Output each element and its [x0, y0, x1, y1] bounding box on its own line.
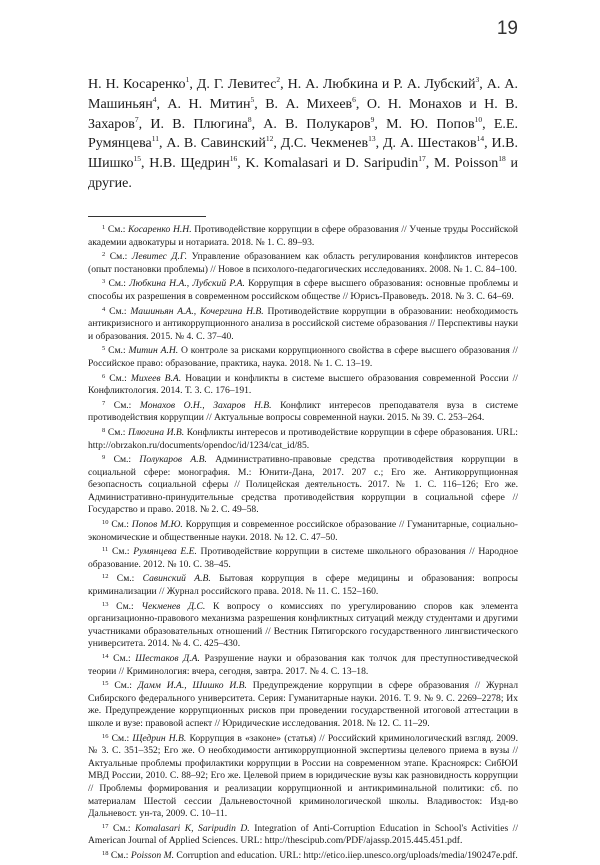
- footnote-author: Савинский А.В.: [142, 573, 211, 585]
- footnote: [88, 653, 518, 678]
- footnote: [88, 224, 518, 249]
- footnote-text: Административно-правовые средства противодействия коррупции в социальной сфере: монография. М.: Юнити-Дана, 2017. 207 с.; Его же. Антикоррупционная безопасность социальной сферы // Полицейская деятельность. 2017. № 1. С. 116–126; Его же. Административно-принудительные средства противодействия коррупции в социальной сфере // Государство и право. 2018. № 2. С. 49–58.: [88, 454, 518, 516]
- footnote-author: Митин А.Н.: [128, 345, 179, 357]
- footnote-ref: 12: [265, 134, 274, 144]
- footnote-author: Poisson M.: [130, 849, 175, 861]
- footnote: [88, 519, 518, 544]
- footnote-author: Михеев В.А.: [130, 372, 182, 384]
- footnote-ref: 16: [229, 154, 238, 164]
- footnote-prefix: См.:: [108, 573, 143, 585]
- footnote-author: Любкина Н.А., Лубский Р.А.: [129, 278, 245, 290]
- footnote-number: 16: [102, 732, 109, 740]
- footnote-number: 9: [102, 454, 106, 462]
- main-text-run: , А. В. Савинский: [158, 136, 266, 152]
- footnote-ref: 9: [370, 114, 375, 124]
- footnote: [88, 454, 518, 517]
- footnote: [88, 680, 518, 730]
- footnote-text: Коррупция в «законе» (статья) // Российский криминологический взгляд. 2009. № 3. С. 351–352; Его же. О необходимости антикоррупционной экспертизы целевого приема в вузы // Актуальные проблемы профилактики коррупции в России на современном этапе. Красноярск: СибЮИ МВД России, 2010. С. 88–92; Его же. Целевой прием в юридические вузы как разновидность коррупции // Проблемы формирования и реализации коррупционной и антикриминальной политики: сб. по материалам Шестой сессии Дальневосточной криминологической школы. Владивосток: Изд-во Дальневост. ун-та, 2009. С. 10–11.: [88, 732, 518, 820]
- main-text-run: , Д.С. Чекменев: [273, 136, 369, 152]
- footnote: [88, 400, 518, 425]
- footnote-number: 14: [102, 653, 109, 660]
- footnote-prefix: См.:: [105, 454, 140, 466]
- footnote-prefix: См.:: [105, 251, 132, 263]
- main-text-paragraph: [88, 75, 518, 194]
- footnote-text: О контроле за рисками коррупционного свойства в сфере высшего образования // Российское право: образование, практика, наука. 2018. № 1. С. 13–19.: [88, 345, 518, 369]
- footnote-number: 11: [102, 546, 109, 554]
- main-text-run: , В. А. Михеев: [254, 96, 353, 112]
- main-text-run: , М. Ю. Попов: [374, 116, 475, 132]
- footnote-author: Щедрин Н.В.: [132, 732, 187, 744]
- footnote-prefix: См.:: [108, 680, 138, 692]
- footnote-author: Дамм И.А., Шишко И.В.: [137, 680, 247, 692]
- footnote-number: 7: [102, 399, 106, 407]
- footnote-text: Конфликты интересов и противодействие коррупции в сфере образования. URL: http://obrzakon.ru/documents/opendoc/id/1234/cat_id/85.: [88, 426, 518, 451]
- footnote-text: Коррупция и современное российское образование // Гуманитарные, социально-экономические и общественные науки. 2018. № 12. С. 47–50.: [88, 519, 518, 543]
- footnote: [88, 278, 518, 303]
- footnote-number: 10: [102, 519, 109, 527]
- footnote-ref: 14: [476, 134, 485, 144]
- footnote-ref: 13: [368, 134, 376, 144]
- main-text-run: , M. Poisson: [425, 156, 499, 172]
- footnote-text: Коррупция в сфере высшего образования: основные проблемы и способы их разрешения в современном российском обществе // Юрисъ-Правоведъ. 2018. № 3. С. 64–69.: [88, 278, 518, 302]
- footnote-text: Corruption and education. URL: http://etico.iiep.unesco.org/uploads/media/190247e.pdf.: [174, 849, 518, 861]
- footnote-text: Разрушение науки и образования как толчок для преступностиведческой теории // Криминология: вчера, сегодня, завтра. 2017. № 4. С. 13–18.: [88, 653, 518, 677]
- footnote-number: 3: [102, 278, 106, 286]
- footnote-ref: 1: [185, 75, 190, 84]
- footnote-number: 4: [102, 305, 106, 313]
- footnote-number: 18: [102, 849, 109, 857]
- footnote-text: Integration of Anti-Corruption Education in School's Activities // American Journal of Applied Sciences. URL: http://thescipub.com/PDF/ajassp.2015.445.451.pdf.: [88, 822, 519, 847]
- footnote-number: 6: [102, 372, 106, 380]
- footnote-author: Попов М.Ю.: [131, 519, 183, 531]
- footnote-number: 17: [102, 822, 109, 830]
- main-text-run: , Д. Г. Левитес: [189, 77, 277, 92]
- footnote: [88, 733, 518, 821]
- footnote-author: Плюгина И.В.: [128, 426, 185, 438]
- footnote-text: Новации и конфликты в системе высшего образования современной России // Конфликтология. 2014. Т. 3. С. 176–191.: [88, 372, 518, 397]
- footnote-ref: 2: [276, 75, 281, 84]
- footnote-text: К вопросу о комиссиях по урегулированию споров как элемента организационно-правового механизма разрешения конфликтных ситуаций между студентами и другими участниками образовательных отношений // Вестник Пятигорского государственного лингвистического университета. 2014. № 4. С. 425–430.: [88, 600, 518, 650]
- footnote-prefix: См.:: [108, 849, 131, 861]
- footnote-ref: 8: [247, 114, 252, 124]
- footnote-prefix: См.:: [105, 345, 129, 357]
- footnote: [88, 850, 518, 863]
- footnote-author: Румянцева Е.Е.: [133, 546, 197, 558]
- main-text-run: , А. А. Машиньян: [88, 77, 518, 112]
- footnote-ref: 5: [250, 94, 255, 104]
- footnote-text: Конфликт интересов преподавателя вуза в системе противодействия коррупции // Актуальные вопросы современной науки. 2015. № 39. С. 253–264.: [88, 399, 518, 424]
- main-text-run: , Н.В. Щедрин: [141, 156, 230, 172]
- footnote-author: Косаренко Н.Н.: [128, 224, 192, 235]
- footnote-author: Левитес Д.Г.: [131, 251, 188, 263]
- main-text-run: Н. Н. Косаренко: [88, 77, 186, 92]
- footnote-author: Машиньян А.А., Кочергина Н.В.: [130, 305, 264, 317]
- footnote-prefix: См.:: [105, 372, 131, 384]
- footnotes-list: [88, 224, 518, 865]
- footnote-author: Монахов О.Н., Захаров Н.В.: [139, 399, 272, 411]
- footnote-text: Бытовая коррупция в сфере медицины и образования: вопросы криминализации // Журнал российского права. 2018. № 11. С. 152–160.: [88, 573, 518, 598]
- main-text-run: и другие.: [88, 156, 518, 191]
- footnote-ref: 11: [151, 134, 159, 144]
- main-text-run: , А. В. Полукаров: [251, 116, 371, 132]
- footnote-ref: 10: [474, 114, 483, 124]
- footnote-text: Противодействие коррупции в сфере образования // Ученые труды Российской академии адвокатуры и нотариата. 2018. № 1. С. 89–93.: [88, 224, 519, 248]
- footnote-number: 8: [102, 426, 106, 434]
- footnote-ref: 6: [352, 94, 356, 104]
- footnote-prefix: См.:: [108, 822, 135, 834]
- footnote-prefix: См.:: [108, 546, 134, 558]
- footnote: [88, 601, 518, 651]
- footnote-ref: 7: [134, 114, 139, 124]
- footnote-prefix: См.:: [108, 653, 136, 664]
- main-text-run: , О. Н. Монахов и Н. В. Захаров: [88, 96, 519, 132]
- footnote: [88, 251, 518, 276]
- main-text-run: , Н. А. Любкина и Р. А. Лубский: [280, 77, 476, 92]
- footnote-ref: 4: [152, 94, 157, 104]
- footnote-number: 13: [102, 600, 109, 608]
- footnote: [88, 427, 518, 452]
- footnote-author: Шестаков Д.А.: [135, 653, 200, 664]
- footnote: [88, 373, 518, 398]
- footnote-author: Чекменев Д.С.: [141, 600, 206, 612]
- main-text-run: , Д. А. Шестаков: [375, 136, 477, 152]
- footnote-ref: 18: [498, 154, 506, 164]
- footnote-text: Противодействие коррупции в образовании: необходимость антикризисного и антикоррупционного анализа в российской системе образования // Перспективы науки и образования. 2015. № 4. С. 37–40.: [88, 305, 519, 342]
- footnote-prefix: См.:: [105, 305, 131, 317]
- footnote-prefix: См.:: [105, 278, 130, 290]
- footnote: [88, 345, 518, 370]
- footnote-number: 15: [102, 680, 109, 688]
- footnote-prefix: См.:: [108, 519, 132, 531]
- main-text-run: , И.В. Шишко: [88, 136, 518, 172]
- footnote-prefix: См.:: [105, 224, 128, 235]
- footnote-ref: 15: [133, 154, 141, 164]
- main-text-run: , Е.Е. Румянцева: [88, 116, 518, 152]
- footnote-author: Komalasari K, Saripudin D.: [135, 822, 250, 834]
- main-text-run: , А. Н. Митин: [156, 96, 251, 112]
- footnote-text: Предупреждение коррупции в сфере образования // Журнал Сибирского федерального университета. Серия: Гуманитарные науки. 2016. Т. 9. № 9. С. 2269–2278; Их же. Предупреждение коррупционных рисков при проведении государственной итоговой аттестации в школе и вузе: правовой аспект // Юридические исследования. 2018. № 12. С. 11–29.: [88, 680, 519, 729]
- footnote: [88, 306, 518, 344]
- page-number: 19: [496, 18, 518, 39]
- footnote-text: Управление образованием как область регулирования конфликтов интересов (опыт постановки проблемы) // Новое в психолого-педагогических исследованиях. 2008. № 1. С. 84–100.: [88, 251, 518, 275]
- footnote-prefix: См.:: [108, 732, 133, 744]
- footnote-ref: 3: [475, 75, 480, 84]
- footnote: [88, 823, 518, 848]
- footnote-number: 12: [102, 573, 109, 581]
- footnote: [88, 546, 518, 571]
- footnote-prefix: См.:: [105, 426, 129, 438]
- footnote-author: Полукаров А.В.: [139, 454, 207, 466]
- footnote-separator: [88, 216, 206, 217]
- main-text-run: , И. В. Плюгина: [138, 116, 248, 132]
- footnote-text: Противодействие коррупции в системе школьного образования // Народное образование. 2012. № 10. С. 38–45.: [88, 546, 519, 570]
- footnote-prefix: См.:: [108, 600, 142, 612]
- main-text-run: , K. Komalasari и D. Saripudin: [237, 156, 419, 172]
- footnote: [88, 573, 518, 598]
- footnote-number: 2: [102, 251, 106, 259]
- footnote-ref: 17: [418, 154, 426, 164]
- footnote-number: 1: [102, 224, 106, 231]
- footnote-prefix: См.:: [105, 399, 140, 411]
- footnote-number: 5: [102, 345, 106, 353]
